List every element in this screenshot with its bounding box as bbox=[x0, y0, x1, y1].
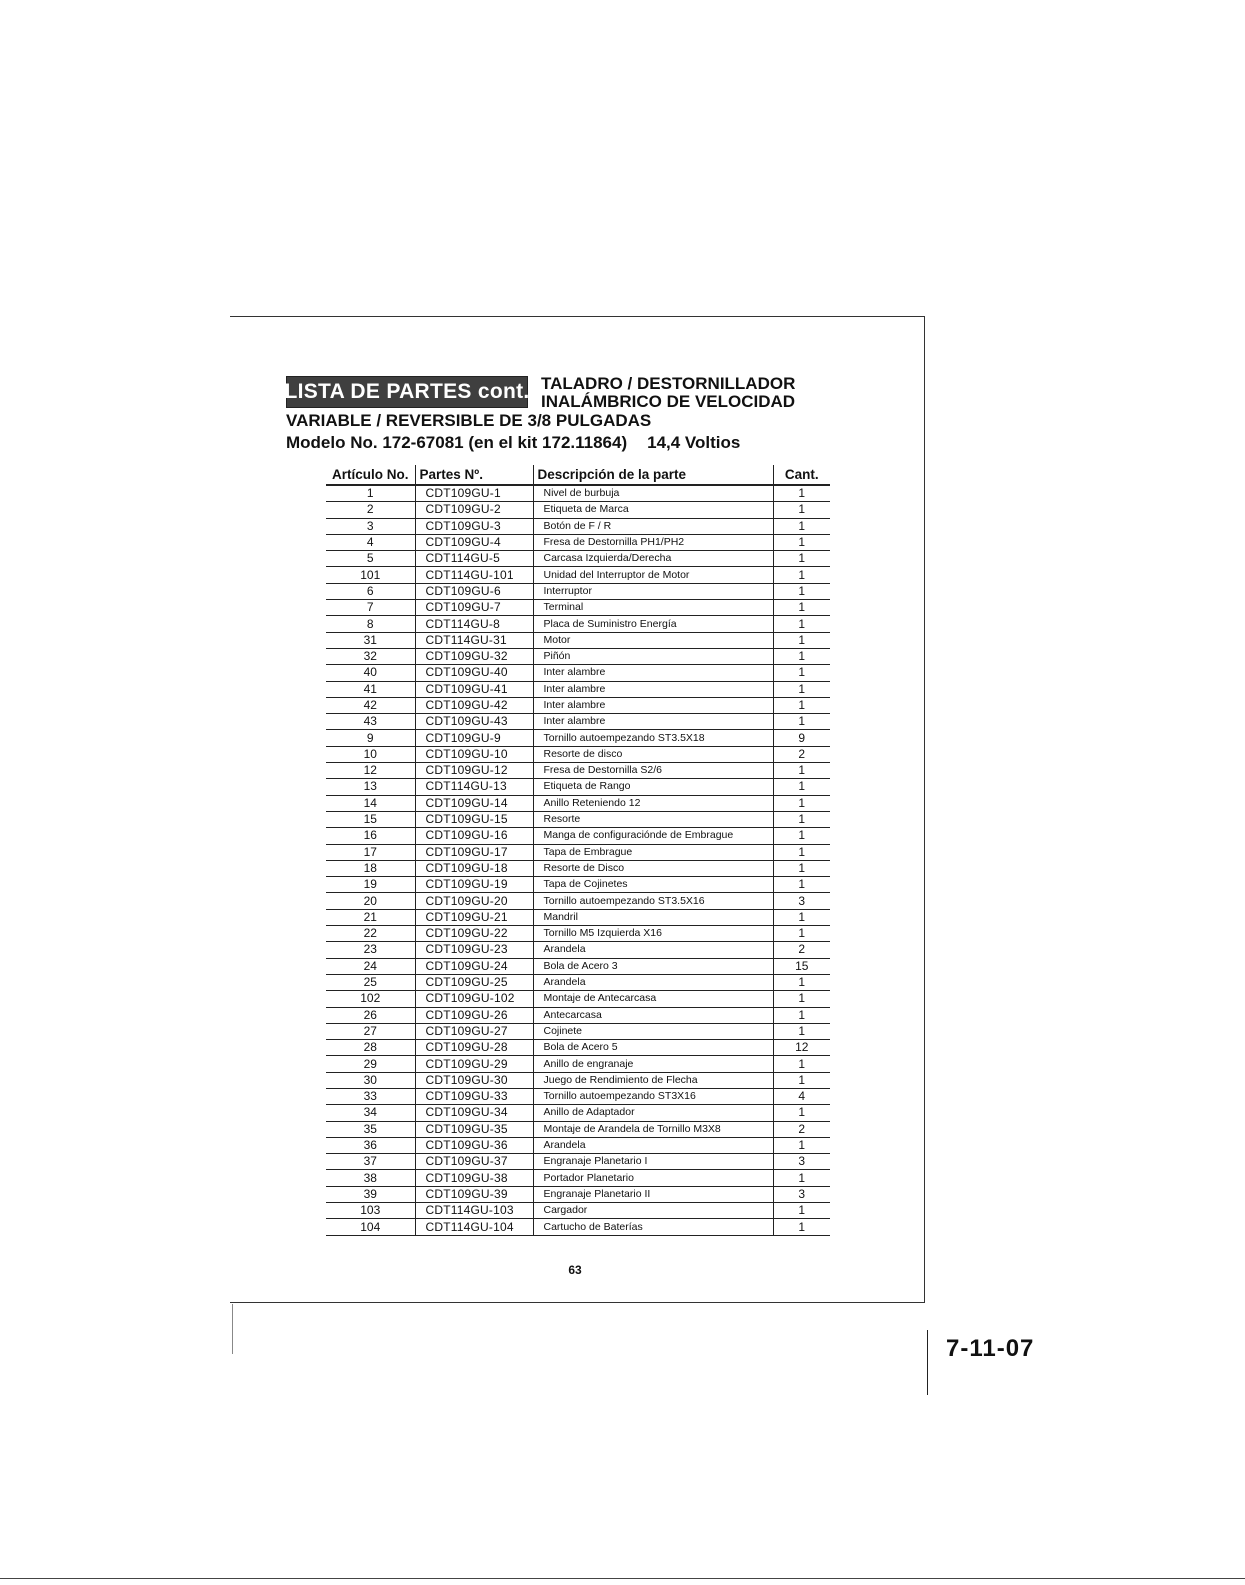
table-row bbox=[326, 534, 830, 550]
table-row bbox=[326, 942, 830, 958]
cell-part-number: CDT109GU-37 bbox=[415, 1154, 533, 1170]
cell-quantity: 1 bbox=[773, 1219, 830, 1235]
table-row bbox=[326, 795, 830, 811]
cell-part-number: CDT109GU-7 bbox=[415, 600, 533, 616]
cell-part-number: CDT114GU-5 bbox=[415, 551, 533, 567]
cell-quantity: 1 bbox=[773, 763, 830, 779]
cell-part-number: CDT109GU-35 bbox=[415, 1121, 533, 1137]
table-row bbox=[326, 877, 830, 893]
cell-article-number: 19 bbox=[326, 877, 415, 893]
table-row bbox=[326, 1186, 830, 1202]
cell-description: Inter alambre bbox=[533, 697, 773, 713]
table-row bbox=[326, 502, 830, 518]
voltage: 14,4 Voltios bbox=[647, 433, 741, 452]
cell-article-number: 26 bbox=[326, 1007, 415, 1023]
cell-description: Botón de F / R bbox=[533, 518, 773, 534]
table-row bbox=[326, 1203, 830, 1219]
table-row bbox=[326, 1040, 830, 1056]
cell-description: Tapa de Embrague bbox=[533, 844, 773, 860]
cell-article-number: 38 bbox=[326, 1170, 415, 1186]
cell-description: Placa de Suministro Energía bbox=[533, 616, 773, 632]
cell-description: Arandela bbox=[533, 1137, 773, 1153]
column-header-article: Artículo No. bbox=[326, 465, 415, 485]
cell-quantity: 3 bbox=[773, 1186, 830, 1202]
cell-description: Nivel de burbuja bbox=[533, 485, 773, 502]
cell-part-number: CDT109GU-39 bbox=[415, 1186, 533, 1202]
cell-article-number: 4 bbox=[326, 534, 415, 550]
cell-part-number: CDT109GU-33 bbox=[415, 1088, 533, 1104]
cell-description: Terminal bbox=[533, 600, 773, 616]
cell-article-number: 32 bbox=[326, 648, 415, 664]
cell-part-number: CDT109GU-32 bbox=[415, 648, 533, 664]
cell-article-number: 1 bbox=[326, 485, 415, 502]
cell-quantity: 9 bbox=[773, 730, 830, 746]
cell-article-number: 14 bbox=[326, 795, 415, 811]
date-divider bbox=[927, 1330, 928, 1395]
cell-quantity: 1 bbox=[773, 926, 830, 942]
cell-quantity: 1 bbox=[773, 518, 830, 534]
column-header-quantity: Cant. bbox=[773, 465, 830, 485]
table-header-row bbox=[326, 465, 830, 485]
table-row bbox=[326, 567, 830, 583]
cell-quantity: 1 bbox=[773, 828, 830, 844]
cell-quantity: 1 bbox=[773, 844, 830, 860]
cell-part-number: CDT109GU-24 bbox=[415, 958, 533, 974]
table-row bbox=[326, 909, 830, 925]
cell-article-number: 13 bbox=[326, 779, 415, 795]
cell-part-number: CDT109GU-3 bbox=[415, 518, 533, 534]
cell-description: Resorte bbox=[533, 811, 773, 827]
cell-quantity: 1 bbox=[773, 583, 830, 599]
cell-article-number: 3 bbox=[326, 518, 415, 534]
table-row bbox=[326, 1219, 830, 1235]
cell-part-number: CDT109GU-17 bbox=[415, 844, 533, 860]
cell-quantity: 1 bbox=[773, 1056, 830, 1072]
cell-article-number: 35 bbox=[326, 1121, 415, 1137]
table-row bbox=[326, 1056, 830, 1072]
cell-article-number: 104 bbox=[326, 1219, 415, 1235]
cell-description: Motor bbox=[533, 632, 773, 648]
cell-article-number: 103 bbox=[326, 1203, 415, 1219]
cell-quantity: 1 bbox=[773, 616, 830, 632]
cell-article-number: 24 bbox=[326, 958, 415, 974]
table-row bbox=[326, 1007, 830, 1023]
cell-quantity: 1 bbox=[773, 909, 830, 925]
cell-part-number: CDT109GU-38 bbox=[415, 1170, 533, 1186]
cell-part-number: CDT109GU-15 bbox=[415, 811, 533, 827]
cell-part-number: CDT109GU-4 bbox=[415, 534, 533, 550]
cell-article-number: 16 bbox=[326, 828, 415, 844]
cell-quantity: 1 bbox=[773, 551, 830, 567]
table-row bbox=[326, 485, 830, 502]
cell-quantity: 1 bbox=[773, 681, 830, 697]
cell-description: Resorte de Disco bbox=[533, 860, 773, 876]
cell-description: Inter alambre bbox=[533, 665, 773, 681]
table-row bbox=[326, 779, 830, 795]
cell-part-number: CDT114GU-31 bbox=[415, 632, 533, 648]
cell-article-number: 31 bbox=[326, 632, 415, 648]
date-stamp: 7-11-07 bbox=[946, 1335, 1035, 1362]
cell-part-number: CDT109GU-28 bbox=[415, 1040, 533, 1056]
table-row bbox=[326, 958, 830, 974]
cell-part-number: CDT109GU-25 bbox=[415, 974, 533, 990]
cell-article-number: 39 bbox=[326, 1186, 415, 1202]
column-header-description: Descripción de la parte bbox=[533, 465, 773, 485]
cell-quantity: 1 bbox=[773, 665, 830, 681]
cell-article-number: 20 bbox=[326, 893, 415, 909]
cell-part-number: CDT109GU-10 bbox=[415, 746, 533, 762]
cell-quantity: 1 bbox=[773, 648, 830, 664]
page-frame-right bbox=[924, 316, 925, 1302]
cell-description: Arandela bbox=[533, 942, 773, 958]
cell-article-number: 34 bbox=[326, 1105, 415, 1121]
cell-description: Anillo de engranaje bbox=[533, 1056, 773, 1072]
cell-description: Tornillo M5 Izquierda X16 bbox=[533, 926, 773, 942]
cell-article-number: 12 bbox=[326, 763, 415, 779]
table-row bbox=[326, 1154, 830, 1170]
cell-quantity: 1 bbox=[773, 485, 830, 502]
cell-article-number: 29 bbox=[326, 1056, 415, 1072]
cell-description: Etiqueta de Rango bbox=[533, 779, 773, 795]
cell-part-number: CDT114GU-101 bbox=[415, 567, 533, 583]
cell-description: Anillo de Adaptador bbox=[533, 1105, 773, 1121]
cell-quantity: 1 bbox=[773, 779, 830, 795]
cell-description: Etiqueta de Marca bbox=[533, 502, 773, 518]
table-row bbox=[326, 811, 830, 827]
cell-description: Mandril bbox=[533, 909, 773, 925]
cell-description: Tornillo autoempezando ST3.5X18 bbox=[533, 730, 773, 746]
cell-part-number: CDT109GU-14 bbox=[415, 795, 533, 811]
table-row bbox=[326, 681, 830, 697]
cell-quantity: 1 bbox=[773, 1170, 830, 1186]
cell-description: Antecarcasa bbox=[533, 1007, 773, 1023]
cell-description: Cargador bbox=[533, 1203, 773, 1219]
cell-quantity: 1 bbox=[773, 567, 830, 583]
cell-description: Fresa de Destornilla PH1/PH2 bbox=[533, 534, 773, 550]
cell-quantity: 1 bbox=[773, 600, 830, 616]
model-number: Modelo No. 172-67081 (en el kit 172.11864) bbox=[286, 433, 628, 452]
cell-description: Cojinete bbox=[533, 1023, 773, 1039]
cell-description: Fresa de Destornilla S2/6 bbox=[533, 763, 773, 779]
parts-table-body bbox=[326, 485, 830, 1235]
cell-description: Tornillo autoempezando ST3.5X16 bbox=[533, 893, 773, 909]
cell-quantity: 1 bbox=[773, 1007, 830, 1023]
cell-article-number: 36 bbox=[326, 1137, 415, 1153]
cell-description: Bola de Acero 3 bbox=[533, 958, 773, 974]
cell-description: Interruptor bbox=[533, 583, 773, 599]
table-row bbox=[326, 763, 830, 779]
cell-quantity: 1 bbox=[773, 1023, 830, 1039]
cell-part-number: CDT109GU-1 bbox=[415, 485, 533, 502]
cell-part-number: CDT109GU-26 bbox=[415, 1007, 533, 1023]
cell-description: Inter alambre bbox=[533, 681, 773, 697]
cell-quantity: 1 bbox=[773, 534, 830, 550]
cell-description: Tornillo autoempezando ST3X16 bbox=[533, 1088, 773, 1104]
cell-description: Juego de Rendimiento de Flecha bbox=[533, 1072, 773, 1088]
cell-part-number: CDT109GU-23 bbox=[415, 942, 533, 958]
parts-table bbox=[326, 465, 830, 1236]
cell-part-number: CDT109GU-2 bbox=[415, 502, 533, 518]
cell-description: Anillo Reteniendo 12 bbox=[533, 795, 773, 811]
table-row bbox=[326, 714, 830, 730]
cell-part-number: CDT109GU-34 bbox=[415, 1105, 533, 1121]
table-row bbox=[326, 828, 830, 844]
cell-quantity: 1 bbox=[773, 860, 830, 876]
cell-article-number: 37 bbox=[326, 1154, 415, 1170]
cell-part-number: CDT109GU-6 bbox=[415, 583, 533, 599]
cell-part-number: CDT109GU-29 bbox=[415, 1056, 533, 1072]
cell-description: Arandela bbox=[533, 974, 773, 990]
cell-part-number: CDT109GU-20 bbox=[415, 893, 533, 909]
cell-description: Engranaje Planetario I bbox=[533, 1154, 773, 1170]
cell-description: Piñón bbox=[533, 648, 773, 664]
cell-article-number: 25 bbox=[326, 974, 415, 990]
cell-part-number: CDT109GU-41 bbox=[415, 681, 533, 697]
cell-part-number: CDT109GU-27 bbox=[415, 1023, 533, 1039]
table-row bbox=[326, 926, 830, 942]
cell-part-number: CDT109GU-43 bbox=[415, 714, 533, 730]
page-frame-top bbox=[230, 316, 925, 317]
cell-description: Tapa de Cojinetes bbox=[533, 877, 773, 893]
cell-quantity: 1 bbox=[773, 811, 830, 827]
cell-quantity: 1 bbox=[773, 974, 830, 990]
cell-part-number: CDT109GU-18 bbox=[415, 860, 533, 876]
page-number: 63 bbox=[568, 1263, 582, 1277]
cell-quantity: 1 bbox=[773, 1203, 830, 1219]
cell-article-number: 102 bbox=[326, 991, 415, 1007]
column-header-part-number: Partes Nº. bbox=[415, 465, 533, 485]
table-row bbox=[326, 665, 830, 681]
cell-quantity: 1 bbox=[773, 502, 830, 518]
cell-part-number: CDT109GU-36 bbox=[415, 1137, 533, 1153]
cell-quantity: 3 bbox=[773, 1154, 830, 1170]
section-badge: LISTA DE PARTES cont. bbox=[286, 376, 528, 408]
table-row bbox=[326, 518, 830, 534]
cell-article-number: 5 bbox=[326, 551, 415, 567]
table-row bbox=[326, 1105, 830, 1121]
model-line bbox=[286, 433, 740, 453]
cell-article-number: 2 bbox=[326, 502, 415, 518]
cell-article-number: 18 bbox=[326, 860, 415, 876]
cell-article-number: 17 bbox=[326, 844, 415, 860]
cell-article-number: 9 bbox=[326, 730, 415, 746]
cell-article-number: 6 bbox=[326, 583, 415, 599]
cell-quantity: 2 bbox=[773, 942, 830, 958]
cell-part-number: CDT114GU-13 bbox=[415, 779, 533, 795]
cell-article-number: 23 bbox=[326, 942, 415, 958]
table-row bbox=[326, 697, 830, 713]
table-row bbox=[326, 632, 830, 648]
bottom-rule bbox=[0, 1578, 1245, 1579]
cell-quantity: 1 bbox=[773, 795, 830, 811]
cell-part-number: CDT109GU-30 bbox=[415, 1072, 533, 1088]
page-frame-left-tick bbox=[232, 1304, 233, 1354]
cell-quantity: 2 bbox=[773, 746, 830, 762]
cell-description: Unidad del Interruptor de Motor bbox=[533, 567, 773, 583]
cell-quantity: 1 bbox=[773, 877, 830, 893]
table-row bbox=[326, 583, 830, 599]
cell-quantity: 3 bbox=[773, 893, 830, 909]
cell-part-number: CDT109GU-40 bbox=[415, 665, 533, 681]
cell-quantity: 1 bbox=[773, 714, 830, 730]
cell-article-number: 7 bbox=[326, 600, 415, 616]
cell-quantity: 1 bbox=[773, 1105, 830, 1121]
cell-part-number: CDT109GU-19 bbox=[415, 877, 533, 893]
cell-part-number: CDT114GU-104 bbox=[415, 1219, 533, 1235]
cell-description: Bola de Acero 5 bbox=[533, 1040, 773, 1056]
cell-article-number: 42 bbox=[326, 697, 415, 713]
table-row bbox=[326, 648, 830, 664]
cell-article-number: 30 bbox=[326, 1072, 415, 1088]
cell-description: Inter alambre bbox=[533, 714, 773, 730]
table-row bbox=[326, 991, 830, 1007]
cell-article-number: 21 bbox=[326, 909, 415, 925]
cell-article-number: 41 bbox=[326, 681, 415, 697]
cell-description: Montaje de Antecarcasa bbox=[533, 991, 773, 1007]
cell-part-number: CDT109GU-16 bbox=[415, 828, 533, 844]
cell-part-number: CDT109GU-42 bbox=[415, 697, 533, 713]
cell-description: Montaje de Arandela de Tornillo M3X8 bbox=[533, 1121, 773, 1137]
cell-part-number: CDT114GU-8 bbox=[415, 616, 533, 632]
cell-quantity: 4 bbox=[773, 1088, 830, 1104]
table-row bbox=[326, 730, 830, 746]
cell-article-number: 43 bbox=[326, 714, 415, 730]
cell-article-number: 28 bbox=[326, 1040, 415, 1056]
cell-part-number: CDT109GU-21 bbox=[415, 909, 533, 925]
table-row bbox=[326, 746, 830, 762]
cell-article-number: 8 bbox=[326, 616, 415, 632]
cell-part-number: CDT109GU-12 bbox=[415, 763, 533, 779]
cell-description: Manga de configuraciónde de Embrague bbox=[533, 828, 773, 844]
table-row bbox=[326, 600, 830, 616]
cell-quantity: 1 bbox=[773, 632, 830, 648]
product-title-line-2: INALÁMBRICO DE VELOCIDAD bbox=[541, 392, 796, 411]
cell-part-number: CDT109GU-22 bbox=[415, 926, 533, 942]
product-title-line-1: TALADRO / DESTORNILLADOR bbox=[541, 374, 796, 393]
table-row bbox=[326, 1121, 830, 1137]
cell-article-number: 15 bbox=[326, 811, 415, 827]
cell-part-number: CDT114GU-103 bbox=[415, 1203, 533, 1219]
cell-article-number: 22 bbox=[326, 926, 415, 942]
cell-quantity: 1 bbox=[773, 991, 830, 1007]
cell-part-number: CDT109GU-9 bbox=[415, 730, 533, 746]
cell-quantity: 12 bbox=[773, 1040, 830, 1056]
table-row bbox=[326, 974, 830, 990]
cell-quantity: 1 bbox=[773, 1072, 830, 1088]
table-row bbox=[326, 1072, 830, 1088]
cell-article-number: 33 bbox=[326, 1088, 415, 1104]
cell-description: Carcasa Izquierda/Derecha bbox=[533, 551, 773, 567]
cell-quantity: 2 bbox=[773, 1121, 830, 1137]
cell-article-number: 40 bbox=[326, 665, 415, 681]
cell-description: Engranaje Planetario II bbox=[533, 1186, 773, 1202]
cell-quantity: 1 bbox=[773, 697, 830, 713]
table-row bbox=[326, 551, 830, 567]
cell-quantity: 15 bbox=[773, 958, 830, 974]
cell-description: Cartucho de Baterías bbox=[533, 1219, 773, 1235]
cell-description: Resorte de disco bbox=[533, 746, 773, 762]
table-row bbox=[326, 893, 830, 909]
page-frame-bottom bbox=[230, 1302, 925, 1303]
table-row bbox=[326, 1023, 830, 1039]
table-row bbox=[326, 844, 830, 860]
cell-description: Portador Planetario bbox=[533, 1170, 773, 1186]
table-row bbox=[326, 616, 830, 632]
table-row bbox=[326, 860, 830, 876]
cell-article-number: 27 bbox=[326, 1023, 415, 1039]
table-row bbox=[326, 1170, 830, 1186]
cell-article-number: 101 bbox=[326, 567, 415, 583]
cell-part-number: CDT109GU-102 bbox=[415, 991, 533, 1007]
table-row bbox=[326, 1088, 830, 1104]
product-title-line-3: VARIABLE / REVERSIBLE DE 3/8 PULGADAS bbox=[286, 411, 652, 430]
table-row bbox=[326, 1137, 830, 1153]
cell-quantity: 1 bbox=[773, 1137, 830, 1153]
cell-article-number: 10 bbox=[326, 746, 415, 762]
